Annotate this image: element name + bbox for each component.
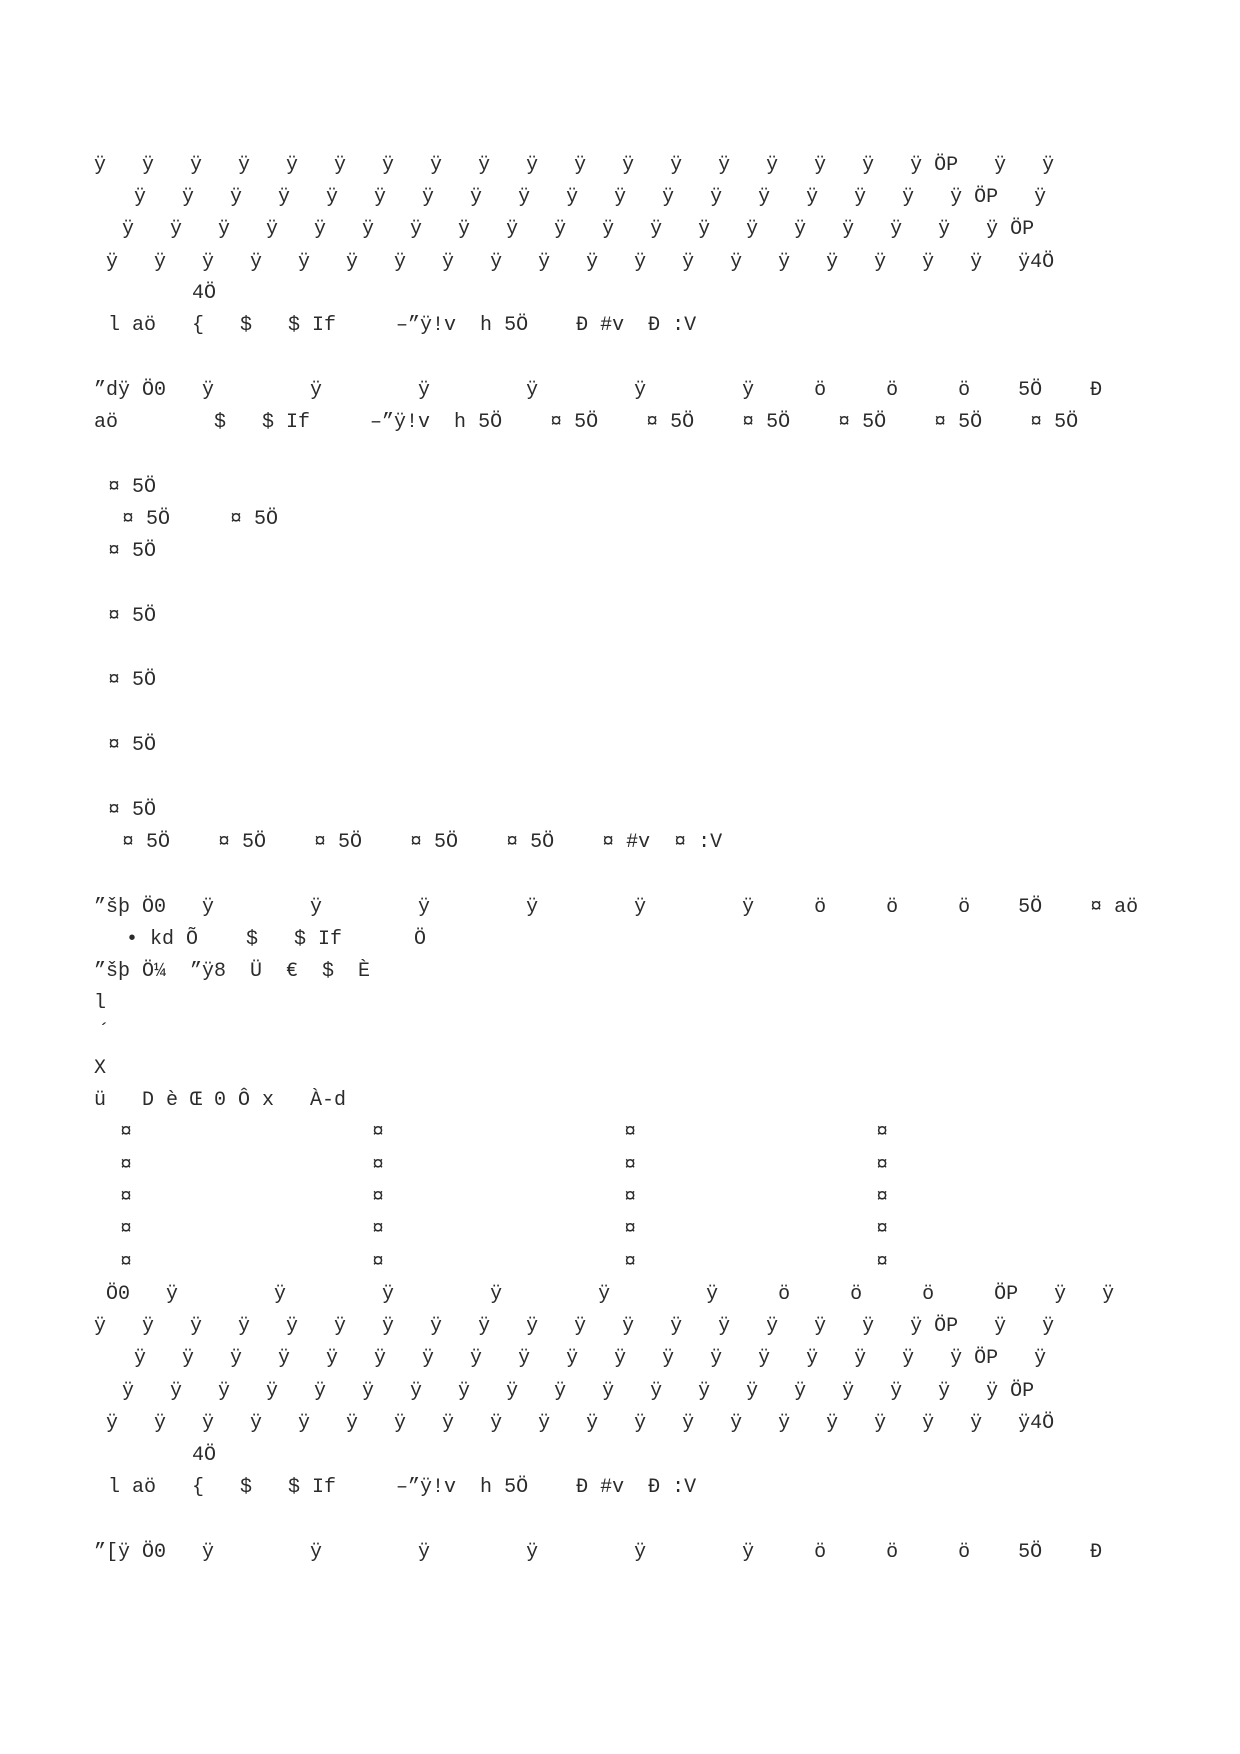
text-line-16: ¤ 5Ö ¤ 5Ö ¤ 5Ö ¤ 5Ö ¤ 5Ö ¤ #v ¤ :V [122, 831, 723, 854]
text-line-11: ¤ 5Ö [108, 540, 157, 563]
text-line-23: ü D è Œ 0 Ô x À-d [94, 1089, 347, 1112]
text-line-18: • kd Õ $ $ If Ö [126, 928, 427, 951]
text-line-35: l aö { $ $ If –”ÿ!v h 5Ö Ð #v Ð :V [108, 1476, 697, 1499]
text-line-22: X [94, 1057, 107, 1080]
text-line-21: ´ [98, 1021, 111, 1044]
text-line-13: ¤ 5Ö [108, 669, 157, 692]
text-line-1: ÿ ÿ ÿ ÿ ÿ ÿ ÿ ÿ ÿ ÿ ÿ ÿ ÿ ÿ ÿ ÿ ÿ ÿ ÖP ÿ ÿ [94, 154, 1055, 177]
text-line-5: 4Ö [192, 282, 217, 305]
text-line-34: 4Ö [192, 1444, 217, 1467]
text-line-7: ”dÿ Ö0 ÿ ÿ ÿ ÿ ÿ ÿ ö ö ö 5Ö Ð [94, 379, 1103, 402]
text-line-27: ¤ ¤ ¤ ¤ [120, 1218, 889, 1241]
text-line-6: l aö { $ $ If –”ÿ!v h 5Ö Ð #v Ð :V [108, 314, 697, 337]
text-line-30: ÿ ÿ ÿ ÿ ÿ ÿ ÿ ÿ ÿ ÿ ÿ ÿ ÿ ÿ ÿ ÿ ÿ ÿ ÖP ÿ ÿ [94, 1315, 1055, 1338]
text-line-2: ÿ ÿ ÿ ÿ ÿ ÿ ÿ ÿ ÿ ÿ ÿ ÿ ÿ ÿ ÿ ÿ ÿ ÿ ÖP ÿ [134, 186, 1047, 209]
text-line-9: ¤ 5Ö [108, 476, 157, 499]
text-line-26: ¤ ¤ ¤ ¤ [120, 1186, 889, 1209]
text-line-25: ¤ ¤ ¤ ¤ [120, 1154, 889, 1177]
text-line-19: ”šþ Ö¼ ”ÿ8 Ü € $ È [94, 960, 371, 983]
text-line-24: ¤ ¤ ¤ ¤ [120, 1121, 889, 1144]
text-line-31: ÿ ÿ ÿ ÿ ÿ ÿ ÿ ÿ ÿ ÿ ÿ ÿ ÿ ÿ ÿ ÿ ÿ ÿ ÖP ÿ [134, 1347, 1047, 1370]
text-line-32: ÿ ÿ ÿ ÿ ÿ ÿ ÿ ÿ ÿ ÿ ÿ ÿ ÿ ÿ ÿ ÿ ÿ ÿ ÿ ÖP [122, 1380, 1035, 1403]
text-line-28: ¤ ¤ ¤ ¤ [120, 1251, 889, 1274]
text-line-17: ”šþ Ö0 ÿ ÿ ÿ ÿ ÿ ÿ ö ö ö 5Ö ¤ aö [94, 896, 1139, 919]
text-line-14: ¤ 5Ö [108, 734, 157, 757]
text-line-29: Ö0 ÿ ÿ ÿ ÿ ÿ ÿ ö ö ö ÖP ÿ ÿ [106, 1283, 1115, 1306]
text-line-33: ÿ ÿ ÿ ÿ ÿ ÿ ÿ ÿ ÿ ÿ ÿ ÿ ÿ ÿ ÿ ÿ ÿ ÿ ÿ ÿ4Ö [106, 1412, 1055, 1435]
text-line-10: ¤ 5Ö ¤ 5Ö [122, 508, 279, 531]
text-line-36: ”[ÿ Ö0 ÿ ÿ ÿ ÿ ÿ ÿ ö ö ö 5Ö Ð [94, 1541, 1103, 1564]
text-line-8: aö $ $ If –”ÿ!v h 5Ö ¤ 5Ö ¤ 5Ö ¤ 5Ö ¤ 5Ö ¤ 5Ö ¤ 5Ö [94, 411, 1079, 434]
text-line-20: l [94, 992, 107, 1015]
text-line-4: ÿ ÿ ÿ ÿ ÿ ÿ ÿ ÿ ÿ ÿ ÿ ÿ ÿ ÿ ÿ ÿ ÿ ÿ ÿ ÿ4Ö [106, 251, 1055, 274]
text-line-15: ¤ 5Ö [108, 799, 157, 822]
text-line-3: ÿ ÿ ÿ ÿ ÿ ÿ ÿ ÿ ÿ ÿ ÿ ÿ ÿ ÿ ÿ ÿ ÿ ÿ ÿ ÖP [122, 218, 1035, 241]
text-line-12: ¤ 5Ö [108, 605, 157, 628]
